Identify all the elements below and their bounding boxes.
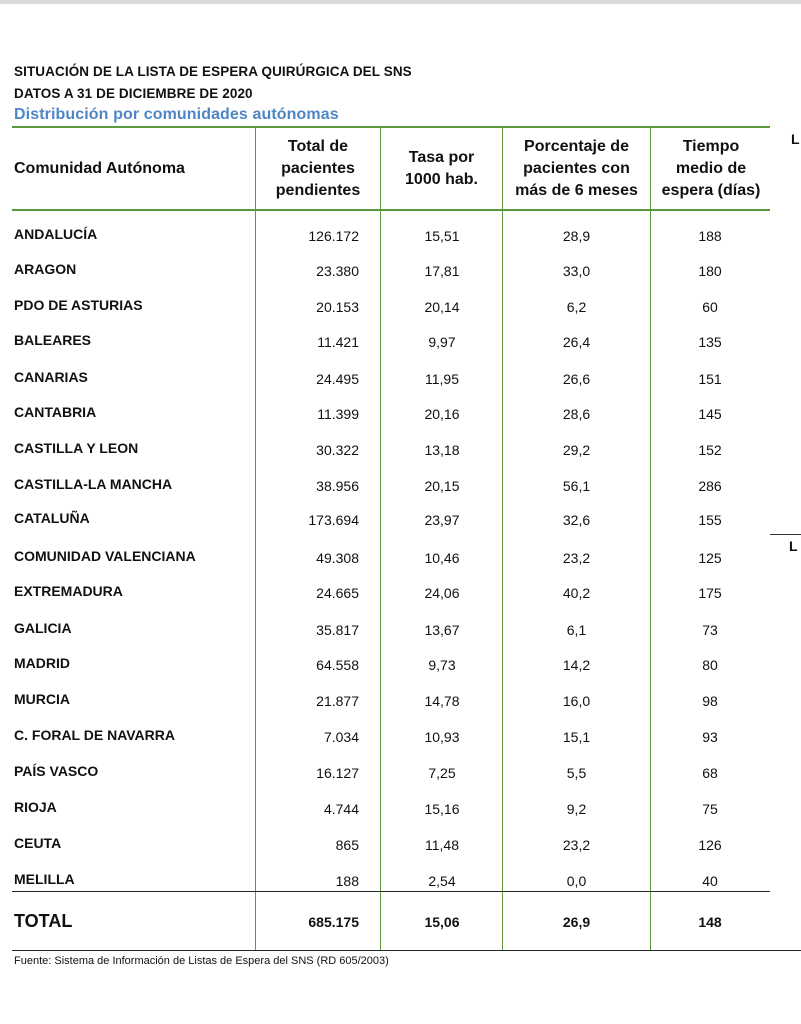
header-total xyxy=(256,136,380,202)
patients-cell: 16.127 xyxy=(316,765,359,781)
patients-cell: 7.034 xyxy=(323,729,359,745)
header-wait-line: Tiempo xyxy=(682,138,740,155)
region-name: GALICIA xyxy=(14,620,72,636)
percent-cell: 16,0 xyxy=(562,693,591,709)
region-name: MURCIA xyxy=(14,691,70,707)
total-top-border xyxy=(12,891,770,892)
rate-cell: 2,54 xyxy=(428,873,456,889)
wait-cell: 180 xyxy=(698,263,722,279)
percent-cell: 6,2 xyxy=(566,299,587,315)
table-top-border xyxy=(12,126,770,128)
percent-cell: 26,4 xyxy=(562,334,591,350)
patients-cell: 20.153 xyxy=(316,299,359,315)
rate-cell: 14,78 xyxy=(424,693,460,709)
patients-cell: 11.399 xyxy=(317,406,359,422)
region-name: CEUTA xyxy=(14,835,62,851)
rate-cell: 13,67 xyxy=(424,622,460,638)
region-name: ANDALUCÍA xyxy=(14,226,98,242)
report-title: SITUACIÓN DE LA LISTA DE ESPERA QUIRÚRGICA DEL SNS xyxy=(14,64,412,79)
rate-cell: 24,06 xyxy=(424,585,460,601)
total-patients: 685.175 xyxy=(308,914,359,930)
patients-cell: 23.380 xyxy=(316,263,359,279)
percent-cell: 32,6 xyxy=(562,512,591,528)
region-name: ARAGON xyxy=(14,261,77,277)
header-percent-line: pacientes con xyxy=(523,160,630,177)
patients-cell: 24.665 xyxy=(316,585,359,601)
region-name: RIOJA xyxy=(14,799,57,815)
patients-cell: 64.558 xyxy=(316,657,359,673)
total-wait: 148 xyxy=(698,914,722,930)
header-percent-line: Porcentaje de xyxy=(524,138,629,155)
rate-cell: 9,97 xyxy=(428,334,456,350)
percent-cell: 0,0 xyxy=(566,873,587,889)
wait-cell: 151 xyxy=(698,371,722,387)
header-wait xyxy=(651,136,771,202)
side-letter: L xyxy=(791,131,800,147)
patients-cell: 4.744 xyxy=(323,801,359,817)
side-letter: L xyxy=(789,538,798,554)
total-label: TOTAL xyxy=(14,911,73,931)
wait-cell: 93 xyxy=(702,729,718,745)
wait-cell: 98 xyxy=(702,693,718,709)
wait-cell: 40 xyxy=(702,873,718,889)
patients-cell: 35.817 xyxy=(316,622,359,638)
patients-cell: 21.877 xyxy=(316,693,359,709)
rate-cell: 11,48 xyxy=(425,837,459,853)
header-total-line: pendientes xyxy=(275,182,361,199)
column-divider-1 xyxy=(255,127,256,950)
patients-cell: 30.322 xyxy=(316,442,359,458)
header-total-line: pacientes xyxy=(281,160,355,177)
percent-cell: 9,2 xyxy=(566,801,587,817)
side-rule xyxy=(770,534,801,535)
total-percent: 26,9 xyxy=(562,914,591,930)
header-percent-line: más de 6 meses xyxy=(515,182,638,199)
report-date: DATOS A 31 DE DICIEMBRE DE 2020 xyxy=(14,86,253,101)
wait-cell: 126 xyxy=(698,837,722,853)
rate-cell: 20,15 xyxy=(424,478,460,494)
region-name: MADRID xyxy=(14,655,70,671)
region-name: MELILLA xyxy=(14,871,75,887)
rate-cell: 20,14 xyxy=(424,299,460,315)
source-note: Fuente: Sistema de Información de Listas de Espera del SNS (RD 605/2003) xyxy=(14,955,389,967)
percent-cell: 6,1 xyxy=(566,622,587,638)
percent-cell: 56,1 xyxy=(562,478,591,494)
rate-cell: 15,51 xyxy=(424,228,460,244)
percent-cell: 28,9 xyxy=(562,228,591,244)
region-name: BALEARES xyxy=(14,332,92,348)
header-rate-line: Tasa por xyxy=(408,149,475,166)
wait-cell: 155 xyxy=(698,512,722,528)
percent-cell: 33,0 xyxy=(562,263,591,279)
region-name: CANARIAS xyxy=(14,369,88,385)
percent-cell: 15,1 xyxy=(562,729,591,745)
wait-cell: 60 xyxy=(702,299,718,315)
wait-cell: 175 xyxy=(698,585,722,601)
header-rate-line: 1000 hab. xyxy=(405,171,478,188)
column-divider-3 xyxy=(502,127,503,950)
percent-cell: 5,5 xyxy=(566,765,587,781)
patients-cell: 11.421 xyxy=(317,334,359,350)
percent-cell: 14,2 xyxy=(562,657,591,673)
wait-cell: 75 xyxy=(702,801,718,817)
rate-cell: 17,81 xyxy=(424,263,460,279)
region-name: CANTABRIA xyxy=(14,404,97,420)
rate-cell: 10,46 xyxy=(424,550,460,566)
region-name: CATALUÑA xyxy=(14,510,90,526)
region-name: EXTREMADURA xyxy=(14,583,123,599)
header-bottom-border xyxy=(12,209,770,211)
patients-cell: 865 xyxy=(335,837,359,853)
percent-cell: 29,2 xyxy=(562,442,591,458)
rate-cell: 9,73 xyxy=(428,657,456,673)
wait-cell: 80 xyxy=(702,657,718,673)
rate-cell: 15,16 xyxy=(424,801,460,817)
rate-cell: 20,16 xyxy=(424,406,460,422)
column-divider-2 xyxy=(380,127,381,950)
report-subtitle: Distribución por comunidades autónomas xyxy=(14,106,339,123)
wait-cell: 152 xyxy=(698,442,722,458)
percent-cell: 40,2 xyxy=(562,585,591,601)
top-edge-bar xyxy=(0,0,801,4)
header-rate xyxy=(381,147,502,191)
wait-cell: 286 xyxy=(698,478,722,494)
patients-cell: 173.694 xyxy=(308,512,359,528)
rate-cell: 7,25 xyxy=(428,765,456,781)
percent-cell: 23,2 xyxy=(562,837,591,853)
region-name: CASTILLA-LA MANCHA xyxy=(14,476,173,492)
column-divider-4 xyxy=(650,127,651,950)
header-wait-line: espera (días) xyxy=(661,182,761,199)
region-name: CASTILLA Y LEON xyxy=(14,440,139,456)
wait-cell: 188 xyxy=(698,228,722,244)
table-bottom-border xyxy=(12,950,801,951)
patients-cell: 188 xyxy=(335,873,359,889)
header-region: Comunidad Autónoma xyxy=(14,160,185,177)
wait-cell: 145 xyxy=(698,406,722,422)
percent-cell: 28,6 xyxy=(562,406,591,422)
rate-cell: 10,93 xyxy=(424,729,460,745)
wait-cell: 73 xyxy=(702,622,718,638)
patients-cell: 38.956 xyxy=(316,478,359,494)
patients-cell: 49.308 xyxy=(316,550,359,566)
region-name: PAÍS VASCO xyxy=(14,763,99,779)
patients-cell: 126.172 xyxy=(308,228,359,244)
header-total-line: Total de xyxy=(287,138,349,155)
region-name: C. FORAL DE NAVARRA xyxy=(14,727,175,743)
header-percent xyxy=(503,136,650,202)
rate-cell: 13,18 xyxy=(424,442,460,458)
patients-cell: 24.495 xyxy=(316,371,359,387)
rate-cell: 11,95 xyxy=(425,371,459,387)
wait-cell: 135 xyxy=(698,334,722,350)
wait-cell: 68 xyxy=(702,765,718,781)
percent-cell: 23,2 xyxy=(562,550,591,566)
rate-cell: 23,97 xyxy=(424,512,460,528)
total-rate: 15,06 xyxy=(424,914,460,930)
region-name: PDO DE ASTURIAS xyxy=(14,297,143,313)
wait-cell: 125 xyxy=(698,550,722,566)
region-name: COMUNIDAD VALENCIANA xyxy=(14,548,196,564)
percent-cell: 26,6 xyxy=(562,371,591,387)
header-wait-line: medio de xyxy=(675,160,747,177)
